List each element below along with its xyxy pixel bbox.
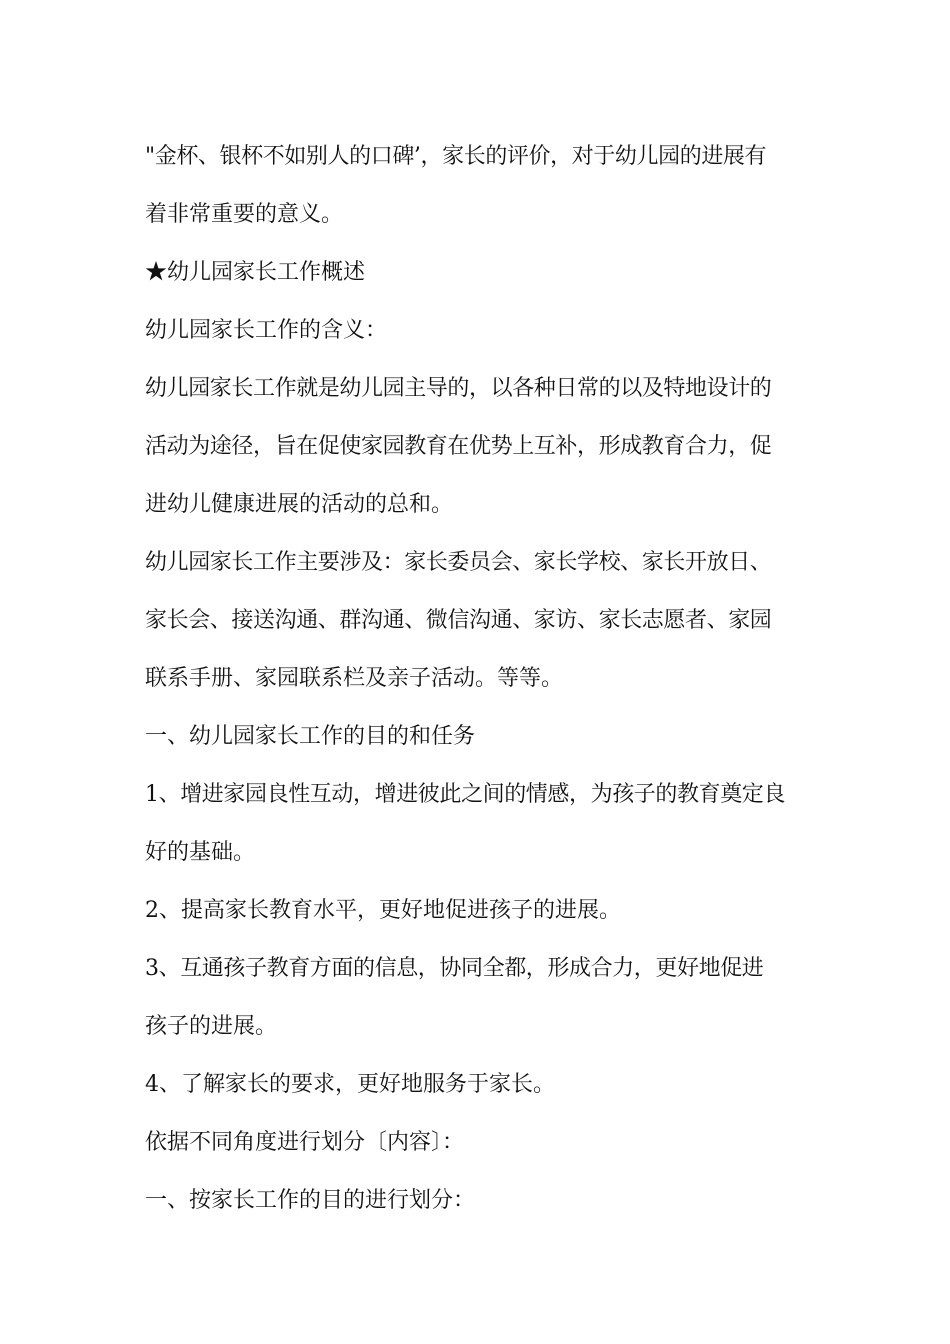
list-item-continuation: 好的基础。 — [145, 840, 256, 865]
list-item: 4、了解家长的要求，更好地服务于家长。 — [145, 1072, 555, 1097]
paragraph-line: 着非常重要的意义。 — [145, 202, 344, 227]
document-body — [145, 128, 810, 1230]
section-heading: 一、幼儿园家长工作的目的和任务 — [145, 724, 476, 749]
list-item: 1、增进家园良性互动，增进彼此之间的情感，为孩子的教育奠定良 — [145, 782, 785, 807]
list-item: 3、互通孩子教育方面的信息，协同全都，形成合力，更好地促进 — [145, 956, 764, 981]
section-heading: ★幼儿园家长工作概述 — [145, 260, 366, 285]
paragraph-line: 幼儿园家长工作就是幼儿园主导的，以各种日常的以及特地设计的 — [145, 376, 772, 401]
paragraph-line: 联系手册、家园联系栏及亲子活动。等等。 — [145, 666, 564, 691]
subheading: 依据不同角度进行划分〔内容〕： — [145, 1130, 465, 1155]
paragraph-line: 进幼儿健康进展的活动的总和。 — [145, 492, 454, 517]
paragraph-line: 活动为途径，旨在促使家园教育在优势上互补，形成教育合力，促 — [145, 434, 772, 459]
paragraph-line: "金杯、银杯不如别人的口碑’，家长的评价，对于幼儿园的进展有 — [145, 144, 767, 169]
subheading: 幼儿园家长工作的含义： — [145, 318, 388, 343]
list-item-continuation: 孩子的进展。 — [145, 1014, 278, 1039]
section-heading: 一、按家长工作的目的进行划分： — [145, 1188, 476, 1213]
paragraph-line: 家长会、接送沟通、群沟通、微信沟通、家访、家长志愿者、家园 — [145, 608, 772, 633]
paragraph-line: 幼儿园家长工作主要涉及：家长委员会、家长学校、家长开放日、 — [145, 550, 772, 575]
list-item: 2、提高家长教育水平，更好地促进孩子的进展。 — [145, 898, 621, 923]
